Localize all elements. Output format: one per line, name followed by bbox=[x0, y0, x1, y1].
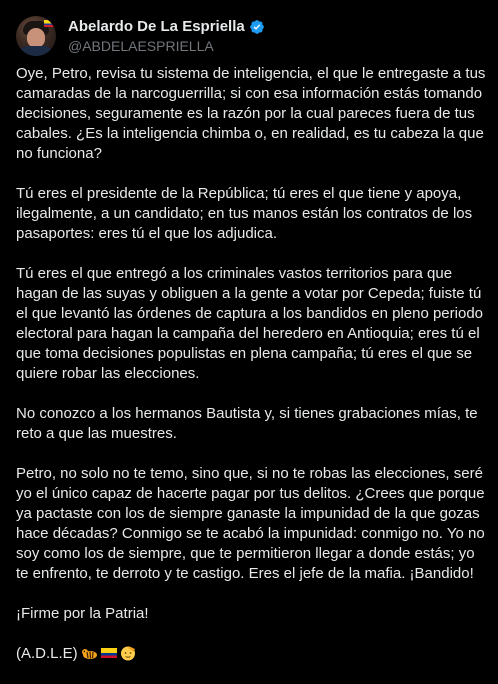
author-handle[interactable]: @ABDELAESPRIELLA bbox=[68, 38, 214, 54]
signature-emojis bbox=[82, 645, 136, 661]
tweet-paragraph: Tú eres el que entregó a los criminales vastos territorios para que hagan de las suyas y obliguen a la gente a votar por Cepeda; fuiste tú el que levantó las órdenes de captura a los bandidos en pleno periodo electoral para hagan la campaña del heredero en Antioquia; eres tú el que toma decisiones populistas en plena campaña; tú eres el que se quiere robar las elecciones. bbox=[16, 265, 484, 382]
author-name-row[interactable] bbox=[68, 18, 265, 35]
tweet-header bbox=[16, 14, 482, 58]
tweet-text bbox=[16, 64, 488, 684]
colombia-flag-emoji-icon bbox=[101, 645, 117, 661]
author-display-name[interactable]: Abelardo De La Espriella bbox=[68, 18, 245, 35]
tweet-signature-line bbox=[16, 644, 488, 664]
tweet-paragraph: Tú eres el presidente de la República; tú eres el que tiene y apoya, ilegalmente, a un candidato; en tus manos están los contratos de los pasaportes: eres tú el que los adjudica. bbox=[16, 185, 473, 242]
tiger-emoji-icon bbox=[82, 645, 98, 661]
saluting-face-emoji-icon bbox=[120, 645, 136, 661]
tweet-paragraph: Petro, no solo no te temo, sino que, si no te robas las elecciones, seré yo el único capaz de hacerte pagar por tus delitos. ¿Crees que porque ya pactaste con los de siempre ganaste la impunidad de la que gozas hace décadas? Conmigo se te acabó la impunidad: conmigo no. Yo no soy como los de siempre, que te permitieron llegar a donde estás; yo te enfrento, te derroto y te castigo. Eres el jefe de la mafia. ¡Bandido! bbox=[16, 465, 485, 582]
tweet-paragraph: No conozco a los hermanos Bautista y, si tienes grabaciones mías, te reto a que las muestres. bbox=[16, 405, 478, 442]
tweet-paragraph: Oye, Petro, revisa tu sistema de inteligencia, el que le entregaste a tus camaradas de la narcoguerrilla; si con esa información estás tomando decisiones, seguramente es la razón por la cual pareces fuera de tus cabales. ¿Es la inteligencia chimba o, en realidad, es tu cabeza la que no funciona? bbox=[16, 65, 486, 162]
tweet-signature: (A.D.L.E) bbox=[16, 645, 78, 662]
verified-badge-icon bbox=[249, 19, 265, 35]
avatar[interactable] bbox=[16, 16, 56, 56]
tweet-paragraph: ¡Firme por la Patria! bbox=[16, 605, 149, 622]
